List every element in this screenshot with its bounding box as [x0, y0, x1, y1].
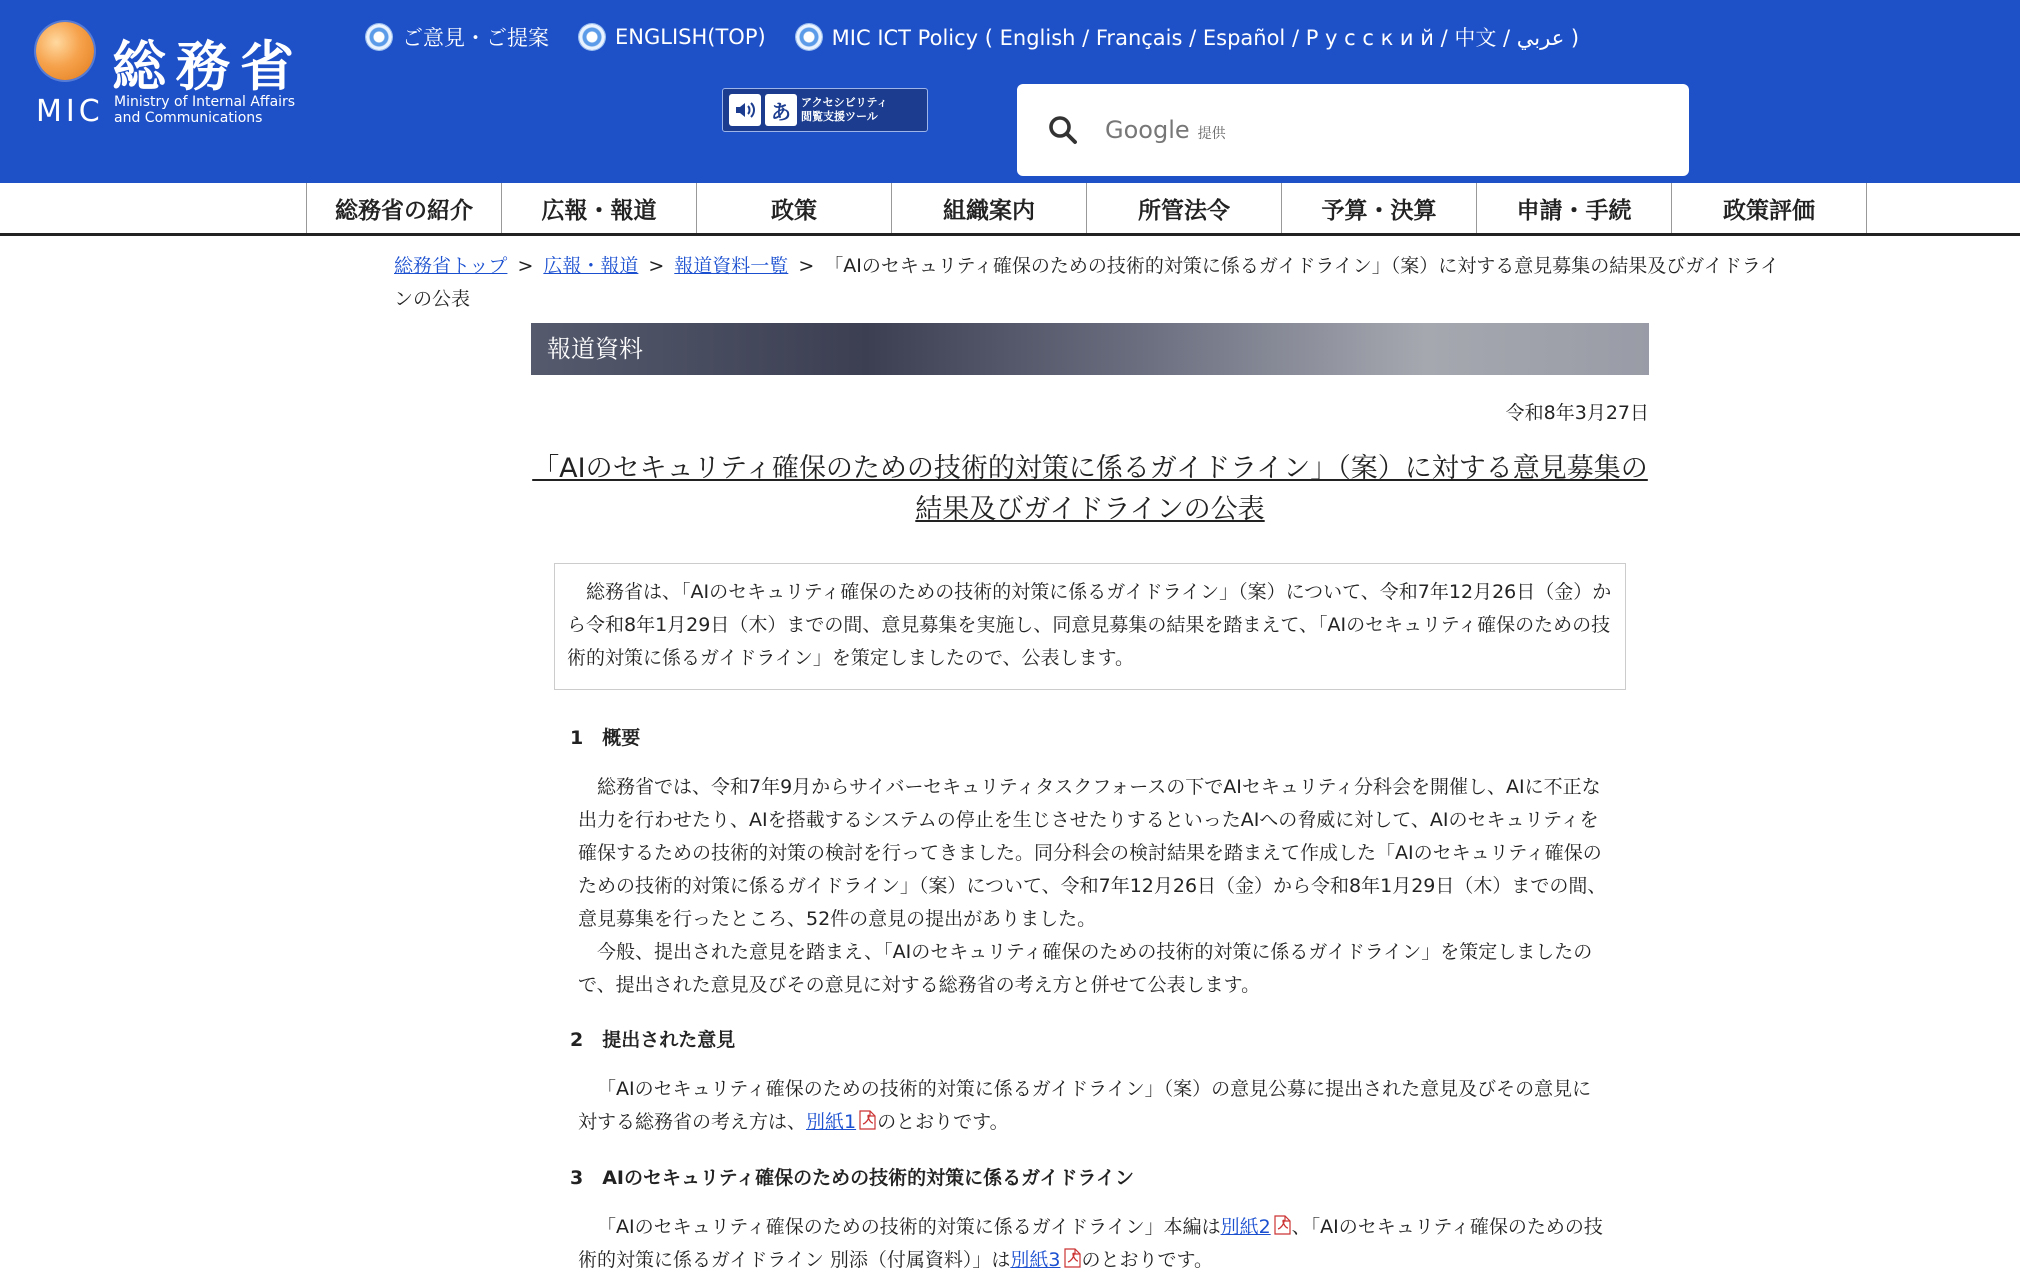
logo-english-line1: Ministry of Internal Affairs	[114, 94, 296, 110]
logo-english	[114, 94, 354, 126]
breadcrumb-link-press-list[interactable]: 報道資料一覧	[674, 255, 789, 277]
paragraph-text: 「AIのセキュリティ確保のための技術的対策に係るガイドライン」（案）の意見公募に提出された意見及びその意見に対する総務省の考え方は、	[578, 1078, 1592, 1133]
nav-item-press[interactable]: 広報・報道	[502, 183, 697, 233]
paragraph-text: 「AIのセキュリティ確保のための技術的対策に係るガイドライン」本編は	[597, 1216, 1221, 1238]
accessibility-label-line2: 閲覧支援ツール	[801, 110, 878, 123]
nav-item-applications[interactable]: 申請・手続	[1477, 183, 1672, 233]
top-link-english[interactable]	[579, 24, 766, 50]
accessibility-label-line1: アクセシビリティ	[801, 96, 888, 109]
section-body	[570, 771, 1608, 1002]
section-overview	[570, 723, 1610, 1002]
breadcrumb-separator: >	[798, 255, 815, 277]
paragraph: 総務省では、令和7年9月からサイバーセキュリティタスクフォースの下でAIセキュリティ分科会を開催し、AIに不正な出力を行わせたり、AIを搭載するシステムの停止を生じさせたりするといったAIへの脅威に対して、AIのセキュリティを確保するための技術的対策の検討を行ってきました。同分科会の検討結果を踏まえて作成した「AIのセキュリティ確保のための技術的対策に係るガイドライン」（案）について、令和7年12月26日（金）から令和8年1月29日（木）までの間、意見募集を行ったところ、52件の意見の提出がありました。	[578, 776, 1607, 930]
logo-emblem-icon	[36, 22, 94, 80]
summary-box: 総務省は、「AIのセキュリティ確保のための技術的対策に係るガイドライン」（案）について、令和7年12月26日（金）から令和8年1月29日（木）までの間、意見募集を実施し、同意見募集の結果を踏まえて、「AIのセキュリティ確保のための技術的対策に係るガイドライン」を策定しましたので、公表します。	[554, 563, 1626, 690]
pdf-icon	[858, 1110, 877, 1130]
logo-kanji: 総務省	[112, 35, 304, 98]
breadcrumb-current: 「AIのセキュリティ確保のための技術的対策に係るガイドライン」（案）に対する意見募集の結果及びガイドラインの公表	[394, 255, 1780, 310]
section-heading: 3 AIのセキュリティ確保のための技術的対策に係るガイドライン	[570, 1167, 1134, 1189]
attachment-2-link[interactable]: 別紙2	[1220, 1216, 1271, 1238]
breadcrumb-separator: >	[648, 255, 665, 277]
speaker-icon	[729, 94, 761, 126]
nav-item-organization[interactable]: 組織案内	[892, 183, 1087, 233]
release-date: 令和8年3月27日	[1505, 402, 1649, 424]
breadcrumb-link-press[interactable]: 広報・報道	[543, 255, 639, 277]
bullet-icon	[579, 24, 605, 50]
accessibility-label	[801, 96, 888, 124]
nav-item-evaluation[interactable]: 政策評価	[1672, 183, 1867, 233]
breadcrumb-link-top[interactable]: 総務省トップ	[394, 255, 508, 277]
top-link-label: ご意見・ご提案	[402, 26, 549, 50]
paragraph-text: のとおりです。	[1081, 1249, 1213, 1271]
section-banner: 報道資料	[531, 323, 1649, 375]
accessibility-tool-button[interactable]	[722, 88, 928, 132]
mic-logo[interactable]	[32, 18, 332, 128]
section-heading: 1 概要	[570, 727, 641, 749]
top-link-label: ENGLISH(TOP)	[615, 25, 766, 49]
search-brand: Google	[1105, 116, 1190, 144]
breadcrumb	[394, 250, 1794, 316]
paragraph-text: 、「AIのセキュリティ確保のための技術的対策に係るガイドライン 別添（付属資料）」は	[578, 1216, 1603, 1271]
search-icon[interactable]	[1045, 112, 1081, 148]
nav-item-laws[interactable]: 所管法令	[1087, 183, 1282, 233]
pdf-icon	[1063, 1248, 1082, 1268]
global-nav	[0, 183, 2020, 236]
top-link-opinion[interactable]	[366, 22, 549, 52]
nav-item-budget[interactable]: 予算・決算	[1282, 183, 1477, 233]
attachment-1-link[interactable]: 別紙1	[806, 1111, 857, 1133]
section-comments	[570, 1025, 1610, 1139]
paragraph-text: のとおりです。	[877, 1111, 1009, 1133]
paragraph: 今般、提出された意見を踏まえ、「AIのセキュリティ確保のための技術的対策に係るガイドライン」を策定しましたので、提出された意見及びその意見に対する総務省の考え方と併せて公表します。	[578, 941, 1593, 996]
section-body	[570, 1211, 1608, 1277]
search-placeholder	[1105, 116, 1226, 144]
bullet-icon	[796, 24, 822, 50]
paragraph	[578, 1211, 1608, 1277]
search-suffix: 提供	[1197, 126, 1226, 142]
pdf-icon	[1273, 1215, 1292, 1235]
section-heading: 2 提出された意見	[570, 1029, 736, 1051]
hiragana-icon: あ	[765, 94, 797, 126]
bullet-icon	[366, 24, 392, 50]
page-title: 「AIのセキュリティ確保のための技術的対策に係るガイドライン」（案）に対する意見募集の結果及びガイドラインの公表	[532, 453, 1648, 525]
section-guideline	[570, 1163, 1610, 1277]
search-input[interactable]	[1017, 84, 1689, 176]
breadcrumb-separator: >	[517, 255, 534, 277]
attachment-3-link[interactable]: 別紙3	[1010, 1249, 1061, 1271]
site-header	[0, 0, 2020, 183]
global-nav-items	[306, 183, 1867, 233]
section-body	[570, 1073, 1608, 1139]
nav-item-policy[interactable]: 政策	[697, 183, 892, 233]
paragraph	[578, 1073, 1608, 1139]
logo-mic: MIC	[36, 94, 104, 129]
logo-english-line2: and Communications	[114, 110, 263, 126]
nav-item-about[interactable]: 総務省の紹介	[307, 183, 502, 233]
top-links	[366, 22, 1579, 52]
top-link-label: MIC ICT Policy ( English / Français / Español / Р у с с к и й / 中文 / عربي )	[831, 26, 1580, 50]
top-link-ict-policy[interactable]	[796, 22, 1579, 52]
